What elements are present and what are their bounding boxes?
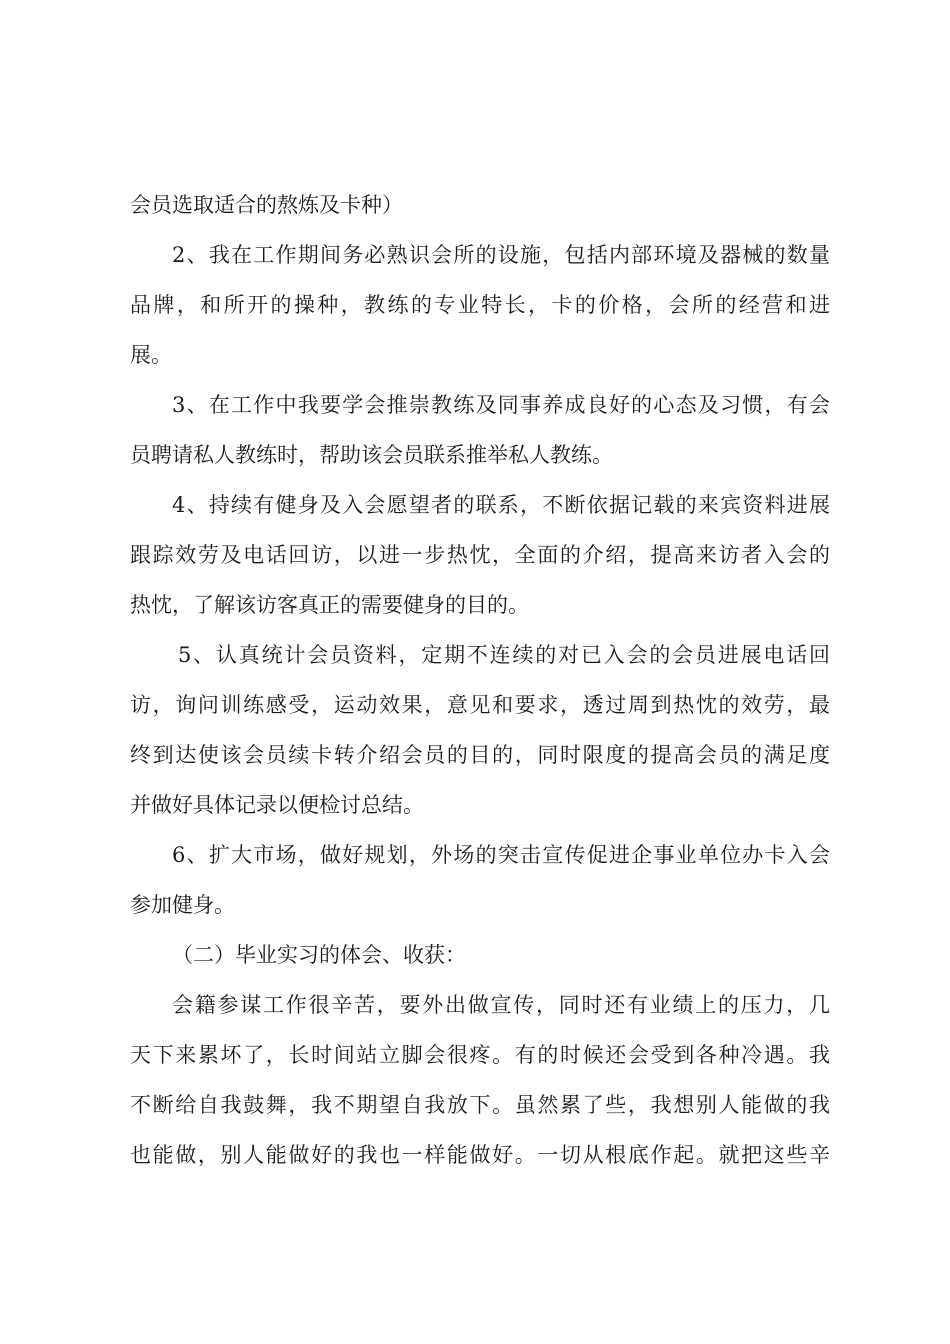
document-body [130, 180, 830, 1180]
text-line: 天下来累坏了，长时间站立脚会很疼。有的时候还会受到各种冷遇。我 [130, 1043, 830, 1067]
text-line: 会员选取适合的熬炼及卡种） [130, 193, 403, 217]
text-line: 会籍参谋工作很辛苦，要外出做宣传，同时还有业绩上的压力，几 [172, 993, 830, 1017]
section-heading: （二）毕业实习的体会、收获： [172, 943, 466, 967]
text-line: 6、扩大市场，做好规划，外场的突击宣传促进企事业单位办卡入会 [172, 843, 830, 867]
text-line: 终到达使该会员续卡转介绍会员的目的，同时限度的提高会员的满足度 [130, 743, 830, 767]
text-line: 跟踪效劳及电话回访，以进一步热忱，全面的介绍，提高来访者入会的 [130, 543, 830, 567]
text-line: 热忱，了解该访客真正的需要健身的目的。 [130, 593, 529, 617]
text-line: 品牌，和所开的操种，教练的专业特长，卡的价格，会所的经营和进 [130, 293, 830, 317]
text-line: 4、持续有健身及入会愿望者的联系，不断依据记载的来宾资料进展 [172, 493, 830, 517]
text-line: 不断给自我鼓舞，我不期望自我放下。虽然累了些，我想别人能做的我 [130, 1093, 830, 1117]
text-line: 3、在工作中我要学会推崇教练及同事养成良好的心态及习惯，有会 [172, 393, 830, 417]
text-line: 参加健身。 [130, 893, 235, 917]
text-line: 2、我在工作期间务必熟识会所的设施，包括内部环境及器械的数量 [172, 243, 830, 267]
text-line: 员聘请私人教练时，帮助该会员联系推举私人教练。 [130, 443, 613, 467]
text-line: 展。 [130, 343, 172, 367]
text-line: 访，询问训练感受，运动效果，意见和要求，透过周到热忱的效劳，最 [130, 693, 830, 717]
text-line: 并做好具体记录以便检讨总结。 [130, 793, 424, 817]
text-line: 也能做，别人能做好的我也一样能做好。一切从根底作起。就把这些辛 [130, 1143, 830, 1167]
text-line: 5、认真统计会员资料，定期不连续的对已入会的会员进展电话回 [178, 643, 830, 667]
